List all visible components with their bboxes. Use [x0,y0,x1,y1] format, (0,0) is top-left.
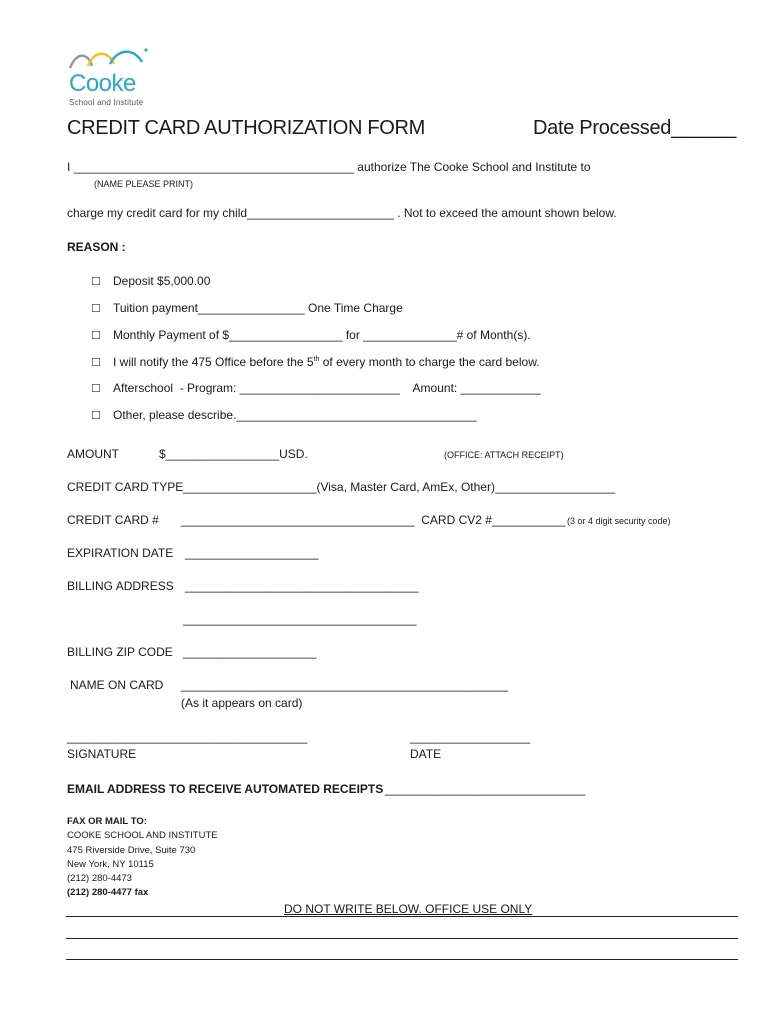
reason-heading: REASON : [67,240,126,254]
signature-date-label: DATE [410,747,442,761]
mail-fax: (212) 280-4477 fax [67,887,149,898]
billing-address-label: BILLING ADDRESS [67,579,174,593]
office-attach-note: (OFFICE: ATTACH RECEIPT) [444,450,564,460]
billing-zip-field[interactable]: ____________________ [183,645,317,659]
name-on-card-field[interactable]: _________________________________________________ [181,678,509,692]
logo-arc-blue [110,52,142,64]
charge-child-line[interactable]: charge my credit card for my child______________________ . Not to exceed the amount shown below. [67,206,617,220]
billing-zip-label: BILLING ZIP CODE [67,645,173,659]
mail-heading: FAX OR MAIL TO: [67,816,147,827]
reason-notify-sup: th [313,356,320,363]
amount-label: AMOUNT [67,447,119,461]
reason-monthly: Monthly Payment of $_________________ for ______________# of Month(s). [113,328,531,342]
card-type-field[interactable]: ____________________(Visa, Master Card, AmEx, Other)__________________ [183,480,616,494]
email-label: EMAIL ADDRESS TO RECEIVE AUTOMATED RECEIPTS [67,782,384,796]
logo-subtitle: School and Institute [69,98,144,107]
checkbox-monthly[interactable]: ☐ [91,330,101,342]
signature-line[interactable]: ____________________________________ [67,730,308,744]
cv2-hint: (3 or 4 digit security code) [567,516,671,526]
expiration-field[interactable]: ____________________ [185,546,319,560]
form-title: CREDIT CARD AUTHORIZATION FORM [67,117,426,139]
mail-phone: (212) 280-4473 [67,873,132,884]
expiration-label: EXPIRATION DATE [67,546,174,560]
authorize-line[interactable]: I __________________________________________ authorize The Cooke School and Institute to [67,160,591,174]
logo-wordmark: Cooke [69,70,136,97]
name-on-card-label: NAME ON CARD [70,678,164,692]
card-number-label: CREDIT CARD # [67,513,159,527]
card-number-field[interactable]: ___________________________________ CARD CV2 #___________ [181,513,566,527]
office-use-notice: DO NOT WRITE BELOW. OFFICE USE ONLY [284,902,533,916]
card-type-label: CREDIT CARD TYPE [67,480,184,494]
mail-city: New York, NY 10115 [67,859,154,870]
signature-label: SIGNATURE [67,747,137,761]
reason-other: Other, please describe.____________________________________ [113,408,477,422]
reason-afterschool: Afterschool - Program: ________________________ Amount: ____________ [113,381,541,395]
billing-address-field-1[interactable]: ___________________________________ [185,579,419,593]
amount-field[interactable]: $_________________USD. [159,447,308,461]
date-processed-field[interactable]: Date Processed______ [533,117,737,139]
checkbox-afterschool[interactable]: ☐ [91,383,101,395]
reason-notify-text: I will notify the 475 Office before the 5 [113,355,314,369]
email-field[interactable]: ______________________________ [385,782,586,796]
checkbox-tuition[interactable]: ☐ [91,303,101,315]
reason-tuition: Tuition payment________________ One Time Charge [113,301,403,315]
logo-dot [144,48,147,51]
checkbox-other[interactable]: ☐ [91,410,101,422]
name-print-hint: (NAME PLEASE PRINT) [94,179,194,189]
billing-address-field-2[interactable]: ___________________________________ [183,612,417,626]
mail-org: COOKE SCHOOL AND INSTITUTE [67,830,218,841]
checkbox-notify[interactable]: ☐ [91,357,101,369]
signature-date-line[interactable]: __________________ [410,730,531,744]
checkbox-deposit[interactable]: ☐ [91,276,101,288]
reason-notify-rest: of every month to charge the card below. [319,355,540,369]
mail-street: 475 Riverside Drive, Suite 730 [67,845,196,856]
name-on-card-hint: (As it appears on card) [181,696,303,710]
reason-deposit: Deposit $5,000.00 [113,274,211,288]
office-divider-3 [66,959,738,960]
reason-notify [113,355,540,369]
office-divider-2 [66,938,738,939]
office-divider-1 [66,916,738,917]
